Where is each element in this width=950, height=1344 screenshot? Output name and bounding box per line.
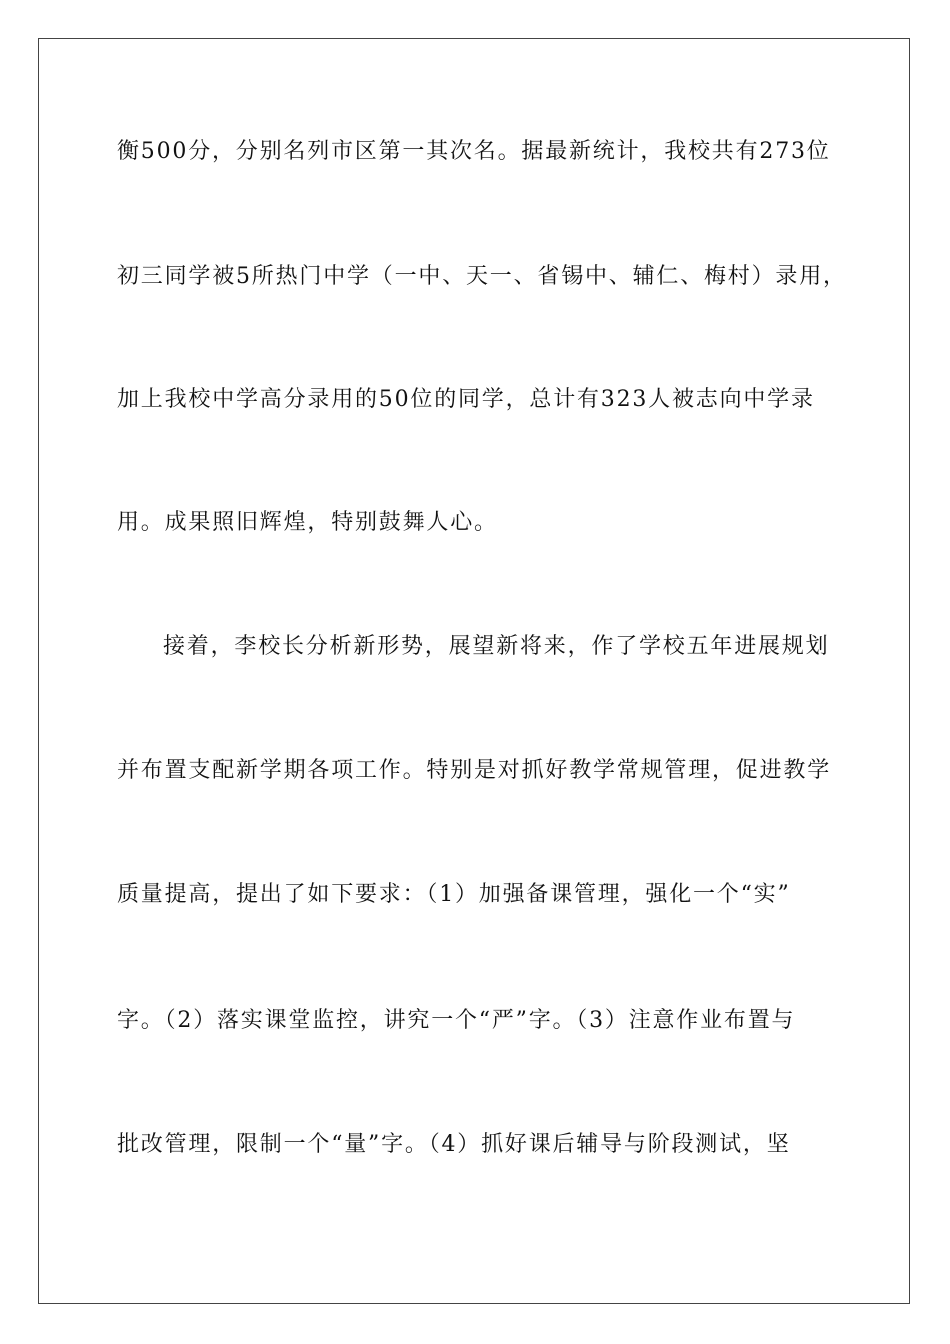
paragraph-line-3: 加上我校中学高分录用的50位的同学，总计有323人被志向中学录 bbox=[117, 387, 815, 412]
paragraph-line-2: 初三同学被5所热门中学（一中、天一、省锡中、辅仁、梅村）录用， bbox=[117, 264, 847, 289]
paragraph-line-6: 并布置支配新学期各项工作。特别是对抓好教学常规管理，促进教学 bbox=[117, 758, 832, 783]
paragraph-line-4: 用。成果照旧辉煌，特别鼓舞人心。 bbox=[117, 510, 498, 535]
paragraph-line-5: 接着，李校长分析新形势，展望新将来，作了学校五年进展规划 bbox=[163, 634, 830, 659]
paragraph-line-7: 质量提高，提出了如下要求：（1）加强备课管理，强化一个“实” bbox=[117, 882, 791, 907]
paragraph-line-8: 字。（2）落实课堂监控，讲究一个“严”字。（3）注意作业布置与 bbox=[117, 1008, 796, 1033]
paragraph-line-1: 衡500分，分别名列市区第一其次名。据最新统计，我校共有273位 bbox=[117, 139, 831, 164]
page-border bbox=[38, 38, 910, 1304]
paragraph-line-9: 批改管理，限制一个“量”字。（4）抓好课后辅导与阶段测试，坚 bbox=[117, 1132, 791, 1157]
